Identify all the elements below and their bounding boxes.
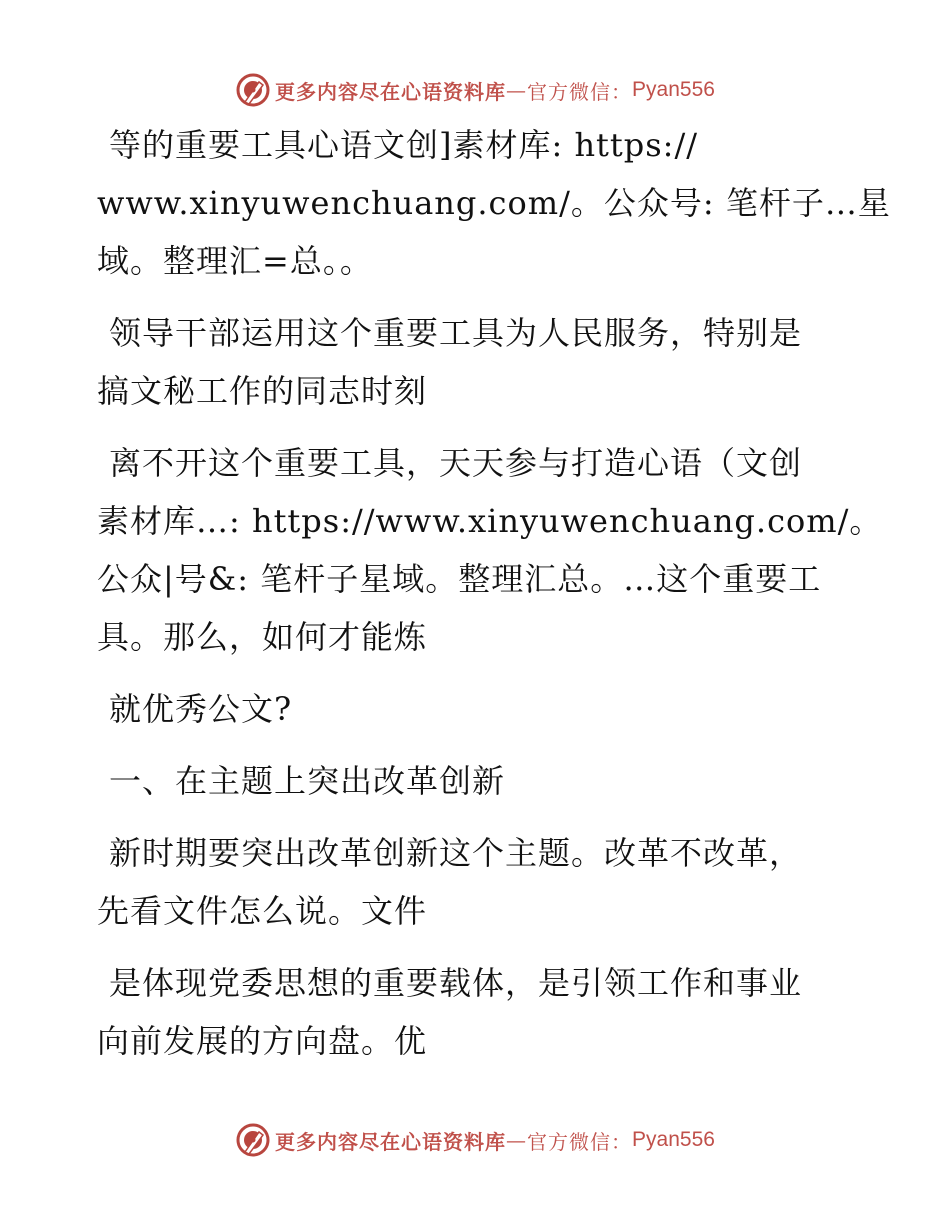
pen-logo-icon <box>235 1122 271 1158</box>
paragraph <box>97 116 891 290</box>
text-line: 公众|号&: 笔杆子星域。整理汇总。…这个重要工 <box>97 560 822 598</box>
text-line: 领导干部运用这个重要工具为人民服务，特别是 <box>109 314 803 352</box>
paragraph <box>97 824 857 940</box>
paragraph <box>97 434 883 666</box>
text-line: 是体现党委思想的重要载体，是引领工作和事业 <box>109 964 803 1002</box>
banner-text: 更多内容尽在心语资料库 <box>275 1129 507 1154</box>
banner-wechat-label: 官方微信： <box>527 1129 633 1154</box>
text-line: 新时期要突出改革创新这个主题。改革不改革， <box>109 834 803 872</box>
footer-watermark <box>0 1120 950 1160</box>
text-line: 等的重要工具心语文创]素材库: https:// <box>109 126 699 164</box>
banner-separator: — <box>506 78 528 102</box>
text-line: www.xinyuwenchuang.com/。公众号: 笔杆子…星 <box>97 184 891 222</box>
paragraph <box>97 954 857 1070</box>
text-line: 搞文秘工作的同志时刻 <box>97 372 428 410</box>
banner-wechat-id: Pyan556 <box>632 78 715 101</box>
header-watermark <box>0 70 950 110</box>
text-line: 具。那么，如何才能炼 <box>97 618 428 656</box>
banner-separator: — <box>506 1128 528 1152</box>
text-line: 离不开这个重要工具，天天参与打造心语（文创 <box>109 444 803 482</box>
text-line: 就优秀公文? <box>109 690 293 728</box>
banner-text: 更多内容尽在心语资料库 <box>275 79 507 104</box>
document-body <box>97 116 891 1084</box>
text-line: 一、在主题上突出改革创新 <box>109 762 506 800</box>
section-heading <box>97 752 857 810</box>
banner-wechat-label: 官方微信： <box>527 79 633 104</box>
text-line: 先看文件怎么说。文件 <box>97 892 428 930</box>
text-line: 向前发展的方向盘。优 <box>97 1022 428 1060</box>
banner-wechat-id: Pyan556 <box>632 1128 715 1151</box>
pen-logo-icon <box>235 72 271 108</box>
paragraph <box>97 680 857 738</box>
paragraph <box>97 304 857 420</box>
text-line: 域。整理汇=总。。 <box>97 242 373 280</box>
text-line: 素材库…: https://www.xinyuwenchuang.com/。 <box>97 502 883 540</box>
